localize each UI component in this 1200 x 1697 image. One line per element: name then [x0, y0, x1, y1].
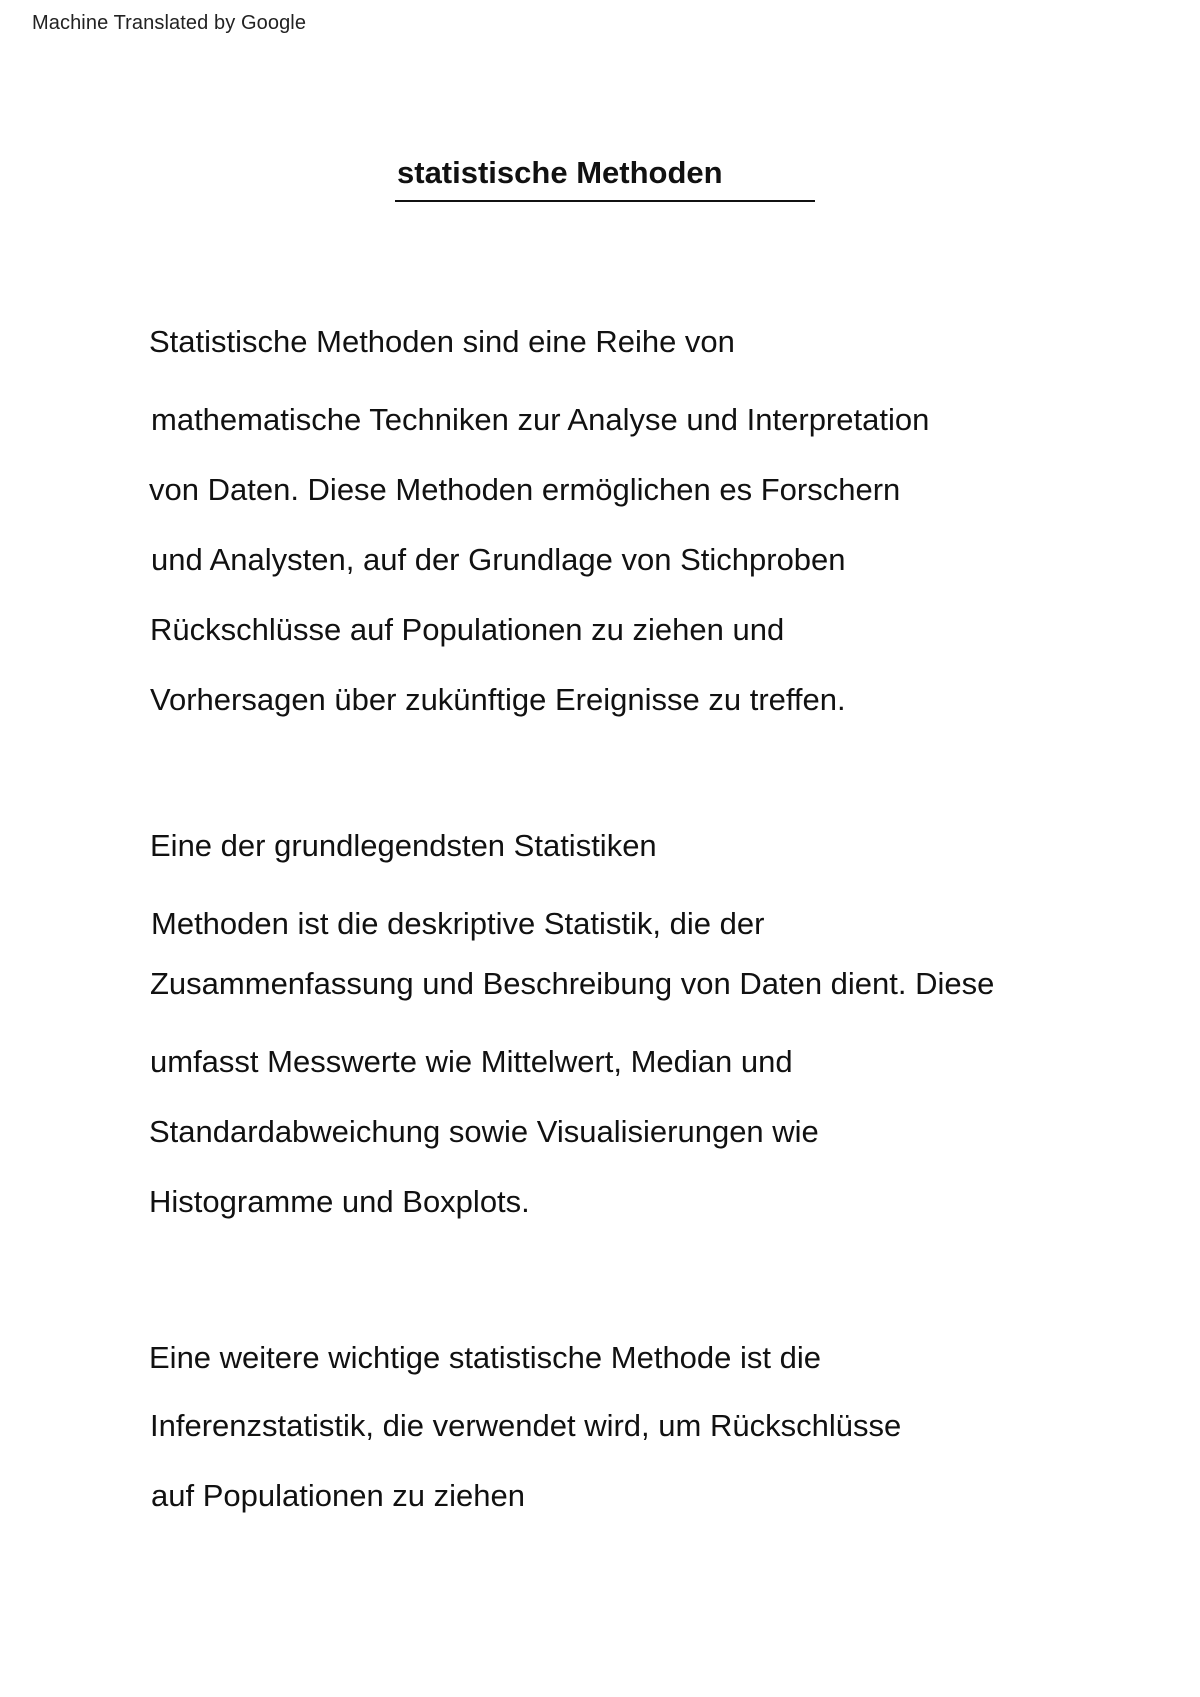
paragraph-line: Standardabweichung sowie Visualisierungen wie	[149, 1114, 819, 1149]
paragraph-line: und Analysten, auf der Grundlage von Stichproben	[151, 542, 846, 577]
paragraph-line: mathematische Techniken zur Analyse und Interpretation	[151, 402, 930, 437]
paragraph-line: auf Populationen zu ziehen	[151, 1478, 526, 1513]
page-title: statistische Methoden	[397, 155, 723, 190]
paragraph-line: Zusammenfassung und Beschreibung von Daten dient. Diese	[150, 966, 995, 1001]
paragraph-line: von Daten. Diese Methoden ermöglichen es Forschern	[149, 472, 901, 507]
machine-translated-label: Machine Translated by Google	[32, 12, 307, 34]
paragraph-line: Vorhersagen über zukünftige Ereignisse zu treffen.	[150, 682, 846, 717]
paragraph-line: umfasst Messwerte wie Mittelwert, Median und	[150, 1044, 793, 1079]
paragraph-line: Rückschlüsse auf Populationen zu ziehen und	[150, 612, 785, 647]
paragraph-line: Histogramme und Boxplots.	[149, 1184, 530, 1219]
title-underline	[395, 200, 815, 202]
paragraph-line: Eine weitere wichtige statistische Methode ist die	[149, 1340, 821, 1375]
paragraph-line: Inferenzstatistik, die verwendet wird, um Rückschlüsse	[150, 1408, 902, 1443]
paragraph-line: Methoden ist die deskriptive Statistik, die der	[151, 906, 765, 941]
paragraph-line: Statistische Methoden sind eine Reihe von	[149, 324, 735, 359]
paragraph-line: Eine der grundlegendsten Statistiken	[150, 828, 657, 863]
